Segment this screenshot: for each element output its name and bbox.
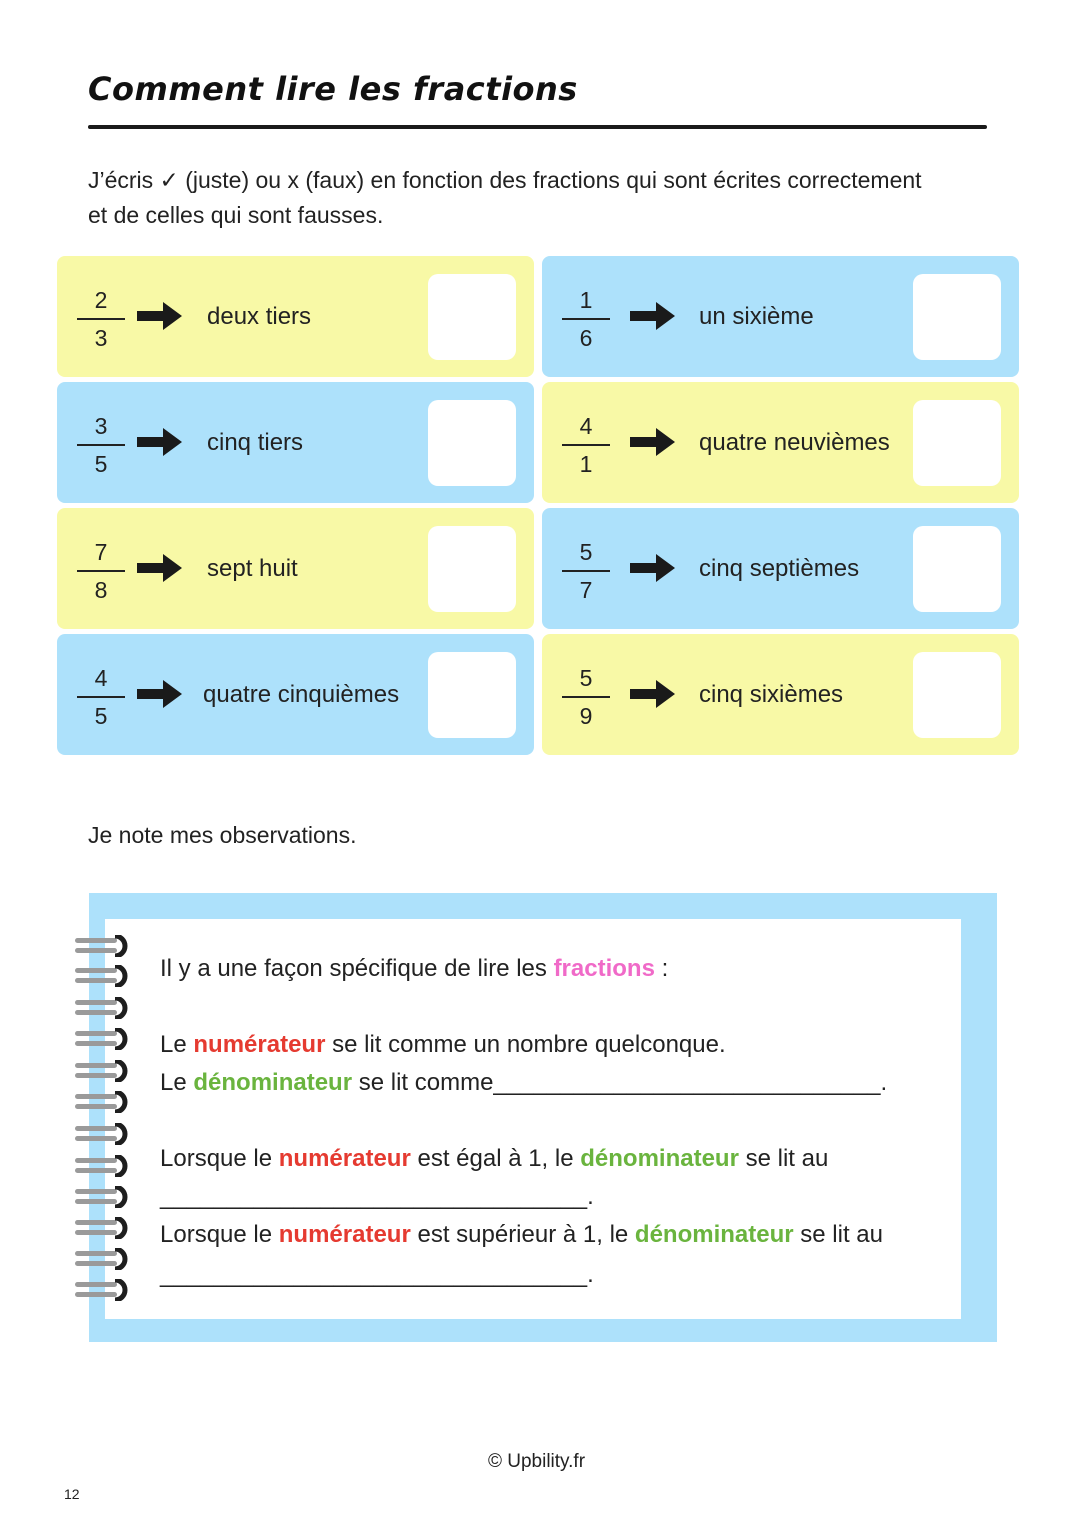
answer-checkbox[interactable]: [913, 526, 1001, 612]
arrow-right-icon: [630, 300, 676, 332]
observations-label: Je note mes observations.: [88, 822, 357, 848]
denominator: 7: [579, 577, 593, 603]
answer-checkbox[interactable]: [428, 274, 516, 360]
note-line-numerator-one: Lorsque le numérateur est égal à 1, le dénominateur se lit au: [160, 1145, 829, 1172]
numerator: 1: [579, 287, 593, 313]
numerator: 5: [579, 665, 593, 691]
fraction-card: [57, 508, 534, 629]
fraction: [77, 412, 125, 478]
answer-checkbox[interactable]: [428, 400, 516, 486]
denominator: 5: [94, 703, 108, 729]
numerator: 4: [579, 413, 593, 439]
arrow-right-icon: [137, 552, 183, 584]
fraction-reading: cinq tiers: [207, 429, 304, 456]
arrow-right-icon: [630, 552, 676, 584]
denominator: 5: [94, 451, 108, 477]
arrow-right-icon: [630, 426, 676, 458]
instructions: J’écris ✓ (juste) ou x (faux) en fonction des fractions qui sont écrites correctement et de celles qui sont fausses.: [88, 167, 922, 228]
fraction-reading: sept huit: [207, 555, 298, 582]
numerator: 3: [94, 413, 108, 439]
fraction: [77, 286, 125, 352]
numerator: 2: [94, 287, 108, 313]
note-line-numerator-greater: Lorsque le numérateur est supérieur à 1, le dénominateur se lit au: [160, 1221, 883, 1248]
arrow-right-icon: [137, 678, 183, 710]
fraction-bar: [562, 696, 610, 698]
note-line-denominator: Le dénominateur se lit comme_____________________________.: [160, 1069, 888, 1096]
spiral-ring-icon: [75, 965, 137, 987]
fraction-card: [57, 382, 534, 503]
answer-checkbox[interactable]: [913, 400, 1001, 486]
blank-answer-line[interactable]: ________________________________.: [160, 1261, 594, 1288]
spiral-ring-icon: [75, 1028, 137, 1050]
fraction-card: [542, 256, 1019, 377]
page-number: 12: [64, 1486, 80, 1502]
denominator: 3: [94, 325, 108, 351]
blank-answer-line[interactable]: ________________________________.: [160, 1183, 594, 1210]
fraction: [77, 664, 125, 730]
fraction: [562, 412, 610, 478]
numerator: 5: [579, 539, 593, 565]
answer-checkbox[interactable]: [913, 652, 1001, 738]
fraction-reading: quatre neuvièmes: [699, 429, 890, 456]
spiral-ring-icon: [75, 1091, 137, 1113]
fraction-bar: [77, 696, 125, 698]
fraction-card: [542, 508, 1019, 629]
denominator: 9: [579, 703, 593, 729]
note-line-intro: Il y a une façon spécifique de lire les fractions :: [160, 955, 669, 982]
page-title: Comment lire les fractions: [88, 70, 578, 108]
fraction-bar: [562, 444, 610, 446]
fraction-card: [57, 256, 534, 377]
fraction-reading: cinq septièmes: [699, 555, 860, 582]
answer-checkbox[interactable]: [428, 526, 516, 612]
fraction: [562, 664, 610, 730]
numerator: 7: [94, 539, 108, 565]
fraction-bar: [77, 318, 125, 320]
fraction-card: [542, 634, 1019, 755]
spiral-ring-icon: [75, 1279, 137, 1301]
title-underline: [88, 125, 987, 129]
copyright-footer: © Upbility.fr: [487, 1451, 586, 1472]
spiral-ring-icon: [75, 997, 137, 1019]
fraction-card: [542, 382, 1019, 503]
fraction-reading: cinq sixièmes: [699, 681, 844, 708]
spiral-ring-icon: [75, 1217, 137, 1239]
denominator: 8: [94, 577, 108, 603]
answer-checkbox[interactable]: [913, 274, 1001, 360]
fraction-bar: [77, 570, 125, 572]
spiral-ring-icon: [75, 1155, 137, 1177]
arrow-right-icon: [137, 300, 183, 332]
spiral-ring-icon: [75, 935, 137, 957]
spiral-ring-icon: [75, 1248, 137, 1270]
spiral-ring-icon: [75, 1186, 137, 1208]
fraction: [562, 538, 610, 604]
fraction-bar: [77, 444, 125, 446]
fraction-reading: deux tiers: [207, 303, 312, 330]
answer-checkbox[interactable]: [428, 652, 516, 738]
fraction: [77, 538, 125, 604]
fraction-reading: quatre cinquièmes: [203, 681, 400, 708]
fraction-bar: [562, 570, 610, 572]
numerator: 4: [94, 665, 108, 691]
fraction-exercise-grid: [57, 256, 1019, 756]
fraction-bar: [562, 318, 610, 320]
denominator: 1: [579, 451, 593, 477]
spiral-ring-icon: [75, 1060, 137, 1082]
spiral-ring-icon: [75, 1123, 137, 1145]
denominator: 6: [579, 325, 593, 351]
fraction-card: [57, 634, 534, 755]
fraction-reading: un sixième: [699, 303, 814, 330]
arrow-right-icon: [630, 678, 676, 710]
note-line-numerator: Le numérateur se lit comme un nombre quelconque.: [160, 1031, 726, 1058]
fraction: [562, 286, 610, 352]
arrow-right-icon: [137, 426, 183, 458]
